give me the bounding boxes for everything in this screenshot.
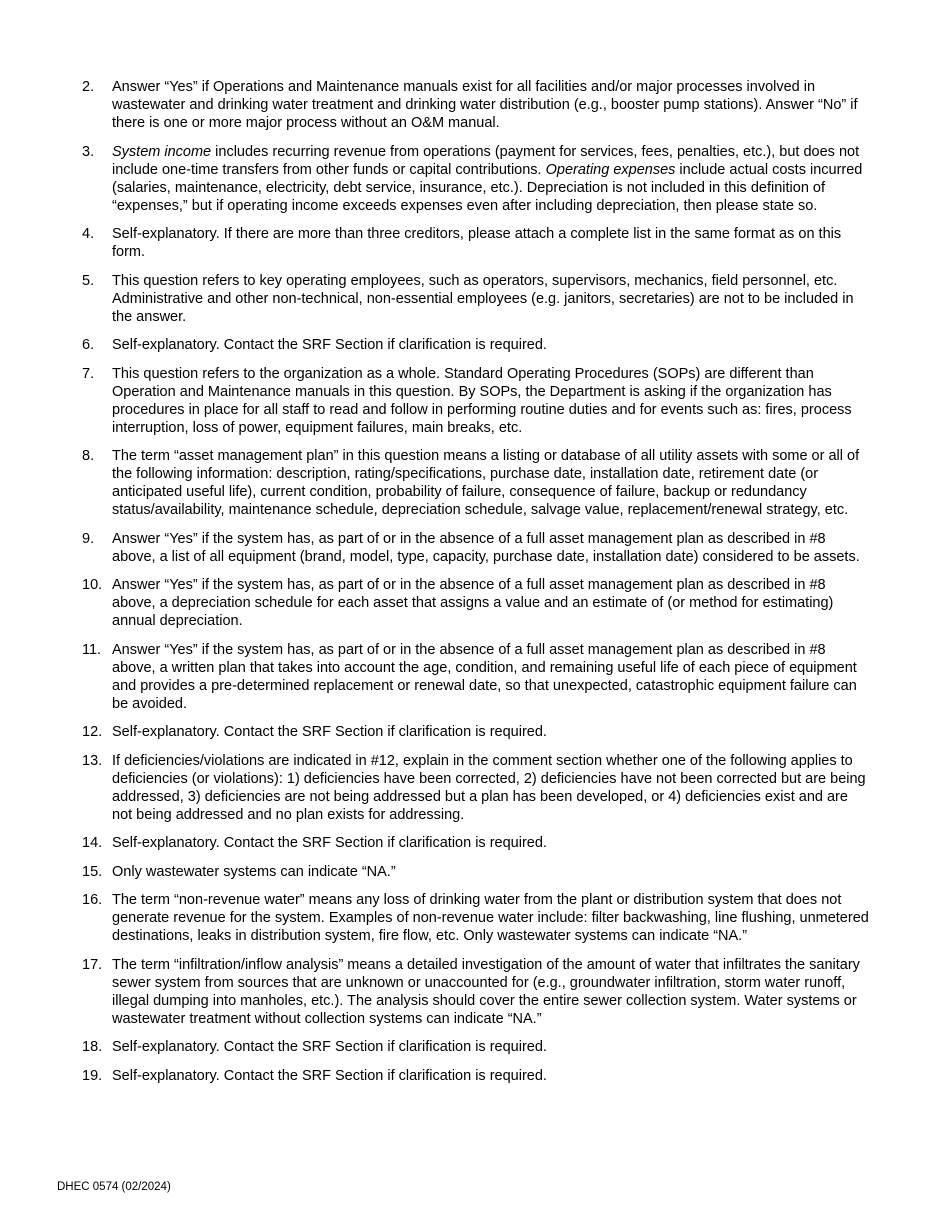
item-text: Only wastewater systems can indicate “NA.” — [112, 863, 396, 880]
instructions-list — [82, 78, 872, 1095]
item-number: 3. — [82, 143, 95, 160]
item-number: 16. — [82, 892, 103, 908]
list-item — [82, 1067, 872, 1085]
list-item — [82, 723, 872, 741]
item-text: If deficiencies/violations are indicated in #12, explain in the comment section whether one of the following applies to deficiencies (or violations): 1) deficiencies have been corrected, 2) deficiencies have not been corrected but are being addressed, 3) deficiencies are not being addressed but a plan has been developed, or 4) deficiencies exist and are not being addressed and no plan exists for addressing. — [112, 752, 866, 823]
list-item — [82, 336, 872, 354]
term-operating-expenses: Operating expenses — [545, 161, 676, 178]
item-text: Answer “Yes” if the system has, as part of or in the absence of a full asset management plan as described in #8 above, a depreciation schedule for each asset that assigns a value and an estimate of (or method for estimating) annual depreciation. — [112, 577, 834, 629]
item-text: The term “asset management plan” in this question means a listing or database of all utility assets with some or all of the following information: description, rating/specifications, purchase date, installation date, retirement date (or anticipated useful life), current condition, probability of failure, consequence of failure, backup or redundancy status/availability, maintenance schedule, depreciation schedule, salvage value, replacement/renewal strategy, etc. — [112, 448, 860, 518]
list-item — [82, 225, 872, 261]
item-number: 17. — [82, 956, 103, 973]
list-item — [82, 1038, 872, 1056]
item-text: Answer “Yes” if the system has, as part of or in the absence of a full asset management plan as described in #8 above, a list of all equipment (brand, model, type, capacity, purchase date, installation date) considered to be assets. — [112, 530, 860, 565]
item-text: The term “infiltration/inflow analysis” means a detailed investigation of the amount of water that infiltrates the sanitary sewer system from sources that are unknown or unaccounted for (e.g., groundwater infiltration, storm water runoff, illegal dumping into manholes, etc.). The analysis should cover the entire sewer collection system. Water systems or wastewater treatment without collection systems can indicate “NA.” — [112, 956, 860, 1027]
list-item — [82, 143, 872, 215]
list-item — [82, 365, 872, 437]
list-item — [82, 576, 872, 630]
list-item — [82, 956, 872, 1028]
item-number: 4. — [82, 226, 95, 242]
item-number: 19. — [82, 1067, 103, 1084]
item-text: This question refers to the organization as a whole. Standard Operating Procedures (SOPs) are different than Operation and Maintenance manuals in this question. By SOPs, the Department is asking if the organization has procedures in place for all staff to read and follow in performing routine duties and for events such as: fires, process interruption, loss of power, equipment failures, main breaks, etc. — [112, 365, 852, 436]
item-number: 13. — [82, 752, 103, 769]
list-item — [82, 834, 872, 852]
list-item — [82, 272, 872, 326]
item-number: 2. — [82, 79, 95, 95]
form-number-footer: DHEC 0574 (02/2024) — [57, 1181, 171, 1193]
item-text: This question refers to key operating employees, such as operators, supervisors, mechanics, field personnel, etc. Administrative and other non-technical, non-essential employees (e.g. janitors, secretaries) are not to be included in the answer. — [112, 272, 854, 325]
list-item — [82, 78, 872, 132]
item-number: 5. — [82, 272, 95, 289]
item-number: 10. — [82, 577, 103, 593]
item-number: 18. — [82, 1039, 103, 1055]
term-system-income: System income — [112, 143, 212, 160]
item-text: Answer “Yes” if the system has, as part of or in the absence of a full asset management plan as described in #8 above, a written plan that takes into account the age, condition, and remaining useful life of each piece of equipment and provides a pre-determined replacement or renewal date, so that unexpected, catastrophic equipment failure can be avoided. — [112, 641, 857, 712]
text-segment: includes recurring revenue from operations (payment for services, fees, penalties, etc.), but does not include one-time transfers from other funds or capital contributions. — [112, 143, 860, 178]
list-item — [82, 447, 872, 519]
item-number: 6. — [82, 337, 95, 353]
item-text — [112, 143, 872, 215]
item-number: 11. — [82, 641, 102, 658]
text-segment: include actual costs incurred (salaries, maintenance, electricity, debt service, insurance, etc.). Depreciation is not included in this definition of “expenses,” but if operating income exceeds expenses even after including depreciation, then please state so. — [112, 161, 863, 214]
list-item — [82, 752, 872, 824]
item-text: Answer “Yes” if Operations and Maintenance manuals exist for all facilities and/or major processes involved in wastewater and drinking water treatment and drinking water distribution (e.g., booster pump stations). Answer “No” if there is one or more major process without an O&M manual. — [112, 79, 858, 131]
item-text: The term “non-revenue water” means any loss of drinking water from the plant or distribution system that does not generate revenue for the system. Examples of non-revenue water include: filter backwashing, line flushing, unmetered destinations, leaks in distribution system, fire flow, etc. Only wastewater systems can indicate “NA.” — [112, 892, 869, 944]
item-text: Self-explanatory. Contact the SRF Section if clarification is required. — [112, 337, 547, 353]
list-item — [82, 530, 872, 566]
item-text: Self-explanatory. Contact the SRF Section if clarification is required. — [112, 1039, 547, 1055]
list-item — [82, 891, 872, 945]
item-text: Self-explanatory. Contact the SRF Section if clarification is required. — [112, 1067, 547, 1084]
item-text: Self-explanatory. If there are more than three creditors, please attach a complete list in the same format as on this form. — [112, 226, 842, 260]
item-text: Self-explanatory. Contact the SRF Section if clarification is required. — [112, 835, 547, 851]
item-number: 15. — [82, 863, 103, 880]
item-text: Self-explanatory. Contact the SRF Section if clarification is required. — [112, 724, 547, 740]
item-number: 12. — [82, 724, 103, 740]
item-number: 14. — [82, 835, 103, 851]
list-item — [82, 863, 872, 881]
item-number: 7. — [82, 365, 95, 382]
item-number: 8. — [82, 448, 95, 464]
list-item — [82, 641, 872, 713]
item-number: 9. — [82, 530, 95, 547]
